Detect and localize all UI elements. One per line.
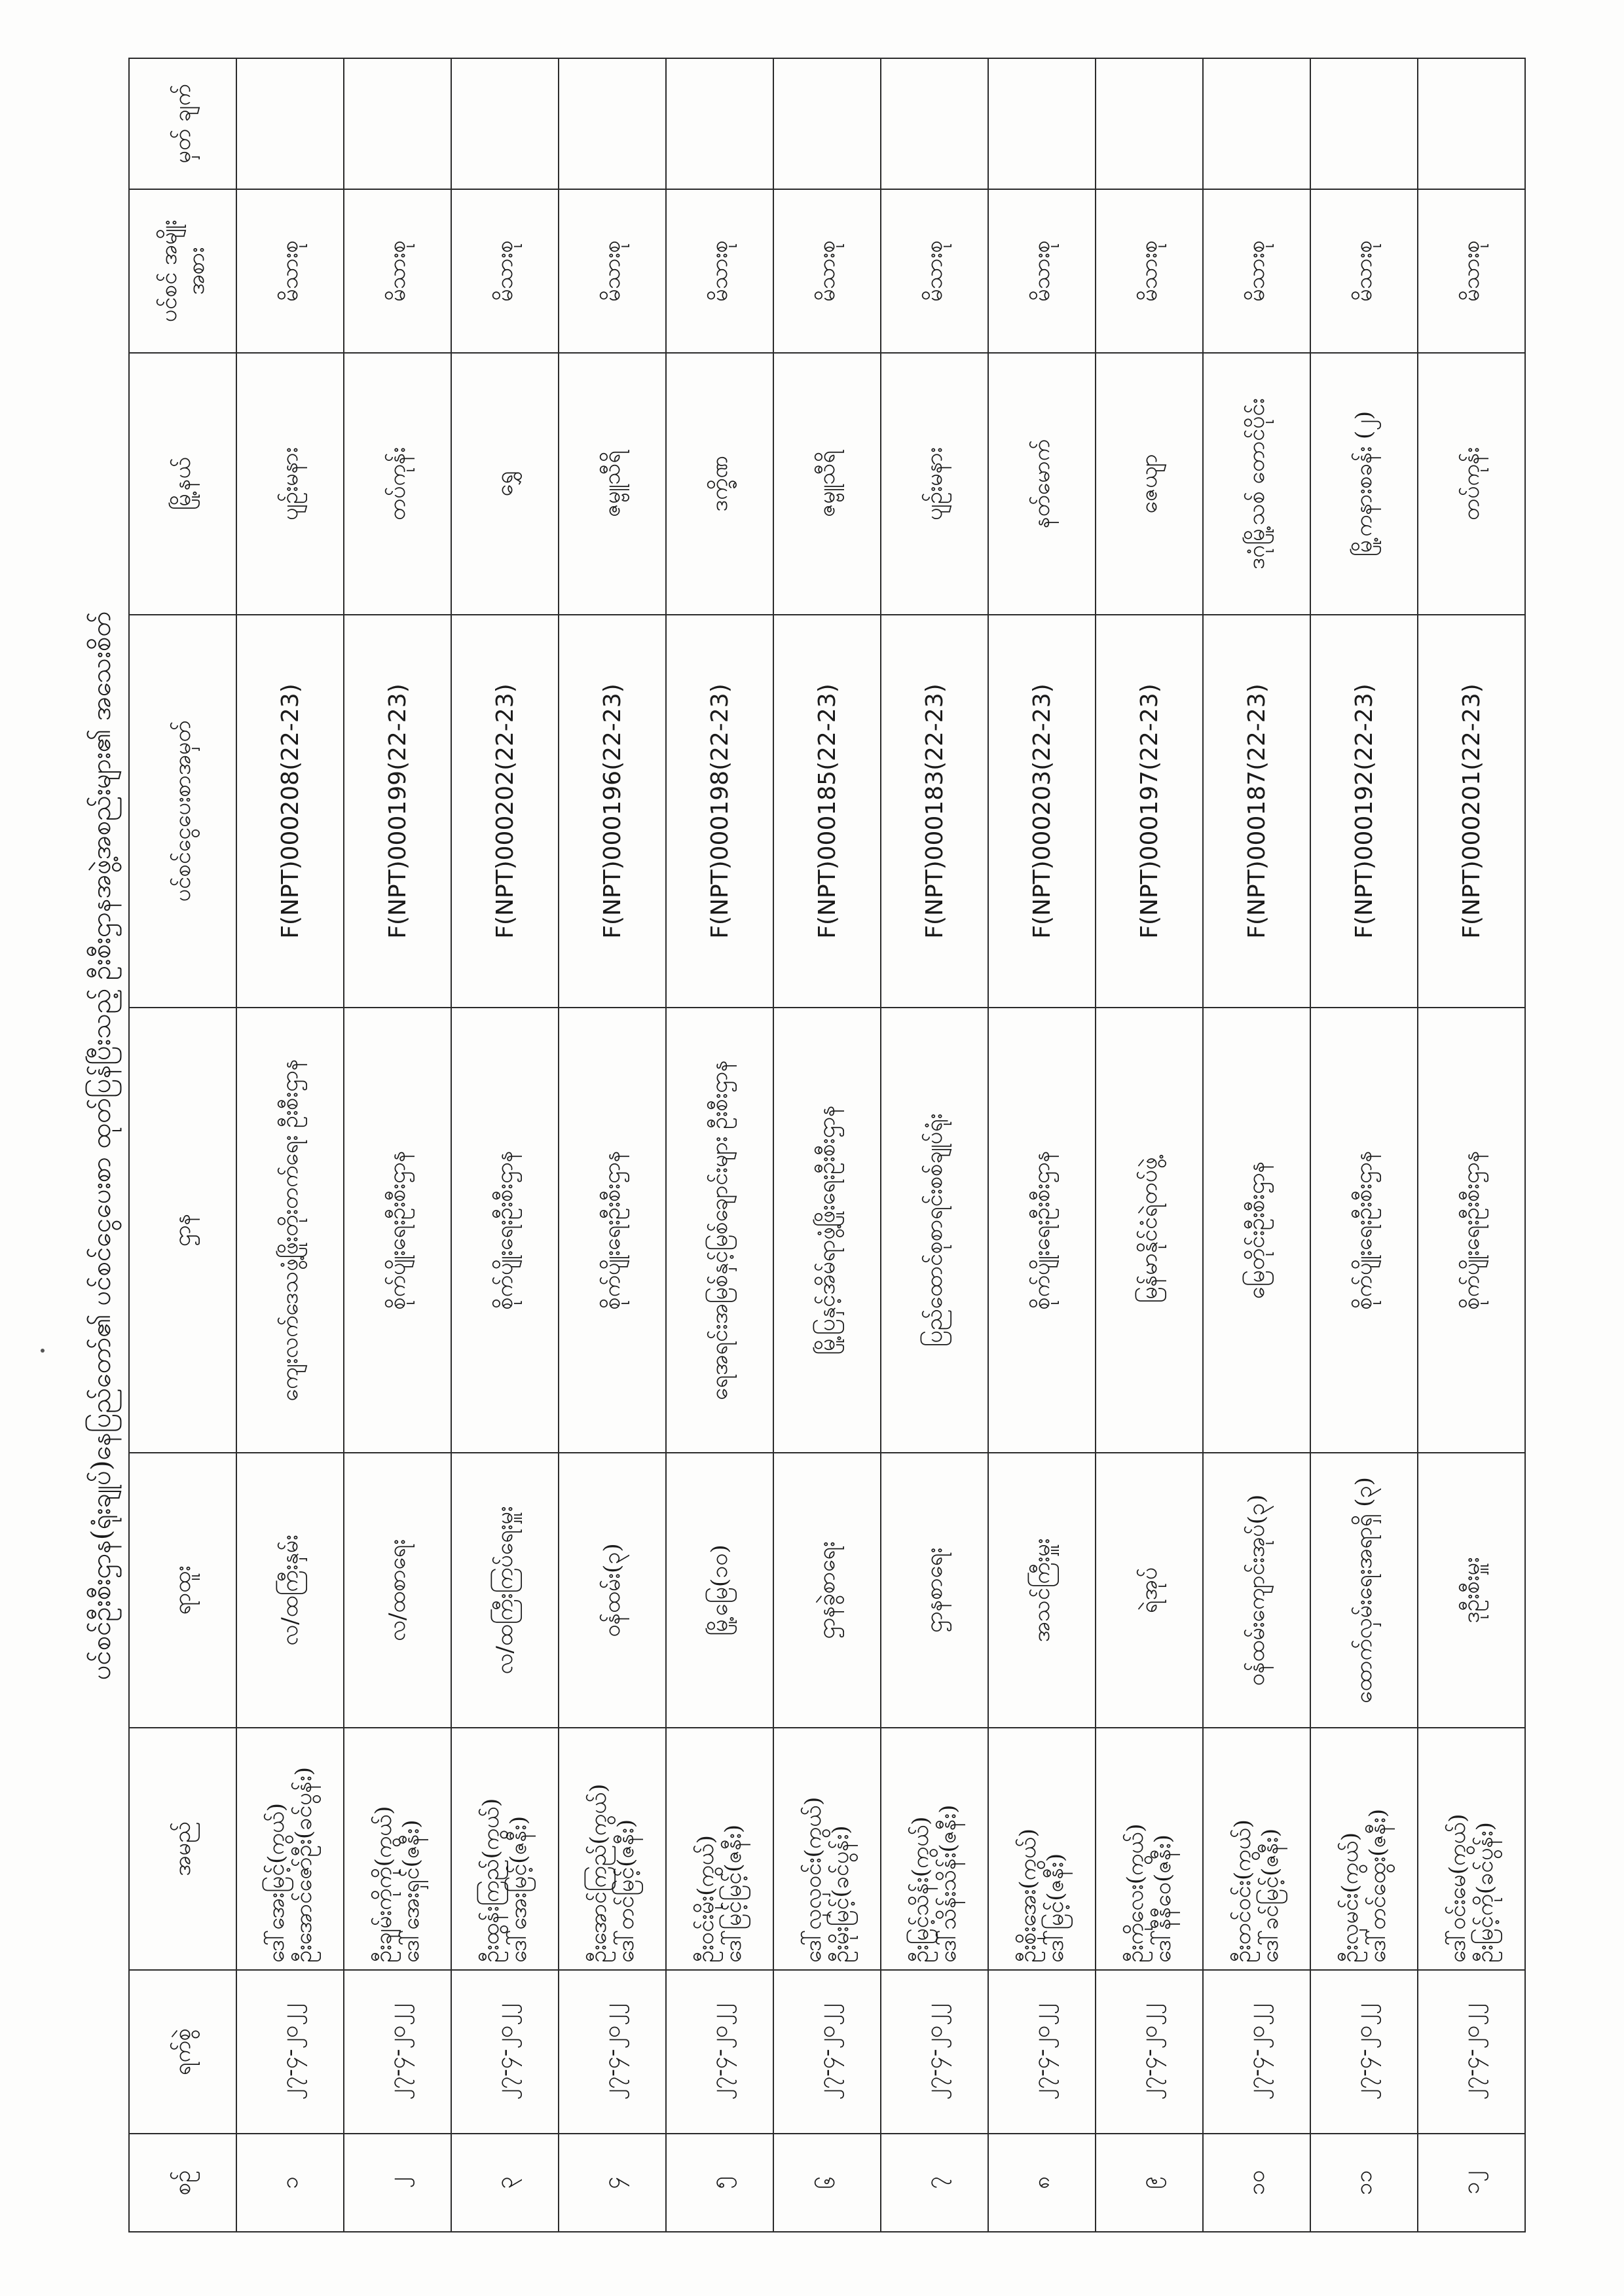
pension-type-cell: မိသားစု: [666, 189, 773, 353]
beneficiary-name: ဒေါ်မြင့်မြင့်(ဇနီး): [720, 1824, 747, 1963]
rank-cell: လ/ထကြီးကြပ်ရေးမှူး: [451, 1453, 559, 1728]
deceased-name: ဦးချမ်းကိုကို(ကွယ်): [370, 1806, 397, 1963]
dept-cell: စိုက်ပျိုးရေးဦးစီးဌာန: [559, 1008, 666, 1453]
table-row: [344, 58, 451, 2232]
beneficiary-name: ဒေါ်နီနီဝေ(ဇနီး): [1150, 1834, 1176, 1963]
pension-table: [128, 58, 1526, 2232]
table-row: [666, 58, 773, 2232]
beneficiary-name: ဒေါ်တင်ထွေး(ဇနီး): [1365, 1808, 1391, 1963]
pension-type-cell: မိသားစု: [773, 189, 881, 353]
remark-cell: [236, 58, 344, 189]
township-cell: ဒက္ခိဏ: [666, 353, 773, 615]
no-cell: ၂: [344, 2134, 451, 2232]
pension-no-cell: F(NPT)000185(22-23): [773, 615, 881, 1008]
township-cell: ဇမ္ဗူသီရိ: [559, 353, 666, 615]
no-cell: ၃: [451, 2134, 559, 2232]
header-rank: ရာထူး: [129, 1453, 236, 1728]
pension-no-cell: F(NPT)000196(22-23): [559, 615, 666, 1008]
header-row: [129, 58, 236, 2232]
beneficiary-name: ဒေါ်အေးမြင့်(ဇနီး): [506, 1815, 532, 1963]
rank-cell: မြို့မြေ(၁၀): [666, 1453, 773, 1728]
no-cell: ၁၀: [1203, 2134, 1310, 2232]
dept-cell: စိုက်ပျိုးရေးဦးစီးဌာန: [344, 1008, 451, 1453]
pension-type-cell: မိသားစု: [1418, 189, 1525, 353]
township-cell: ရွှေ: [451, 353, 559, 615]
no-cell: ၁၁: [1310, 2134, 1418, 2232]
pension-type-cell: မိသားစု: [1310, 189, 1418, 353]
no-cell: ၄: [559, 2134, 666, 2232]
deceased-name: ဒေါ်ဝင်းမေ(ကွယ်): [1444, 1813, 1471, 1963]
beneficiary-name: ဒေါ်အေးရှင်(ဇနီး): [398, 1819, 424, 1963]
township-cell: နတ်မောက်: [988, 353, 1096, 615]
beneficiary-name: ဦးအောင်ဇော်ဦး(ခင်ပွန်း): [291, 1767, 317, 1963]
dept-cell: စိုက်ပျိုးရေးဦးစီးဌာန: [988, 1008, 1096, 1453]
pension-type-cell: မိသားစု: [988, 189, 1096, 353]
date-cell: ၂၇-၄-၂၀၂၂: [881, 1970, 988, 2134]
remark-cell: [773, 58, 881, 189]
header-township: မြို့နယ်: [129, 353, 236, 615]
township-cell: တပ်ကုန်း: [1418, 353, 1525, 615]
dept-cell: မြန်မာနိုင်ငံရဲတပ်ဖွဲ့: [1096, 1008, 1203, 1453]
name-cell: [1310, 1728, 1418, 1970]
no-cell: ၈: [988, 2134, 1096, 2232]
deceased-name: ဦးမြင့်သိန်း(ကွယ်): [907, 1816, 934, 1963]
no-cell: ၁၂: [1418, 2134, 1525, 2232]
name-cell: [1418, 1728, 1525, 1970]
table-row: [1096, 58, 1203, 2232]
name-cell: [559, 1728, 666, 1970]
header-pension-no: ပင်စင်ငွေပေးစာအမှတ်: [129, 615, 236, 1008]
pension-no-cell: F(NPT)000187(22-23): [1203, 615, 1310, 1008]
table-row: [1418, 58, 1525, 2232]
date-cell: ၂၇-၄-၂၀၂၂: [666, 1970, 773, 2134]
deceased-name: ဦးကိုလေး(ကွယ်): [1122, 1823, 1149, 1963]
deceased-name: ဒေါ်လှလှဝင်း(ကွယ်): [800, 1796, 826, 1963]
name-cell: [236, 1728, 344, 1970]
dept-cell: စိုက်ပျိုးရေးဦးစီးဌာန: [1310, 1008, 1418, 1453]
township-cell: ပျဉ်းမနား: [236, 353, 344, 615]
beneficiary-name: ဒေါ်မြင့်(ဇနီး): [1043, 1853, 1069, 1963]
name-cell: [344, 1728, 451, 1970]
date-cell: ၂၇-၄-၂၀၂၂: [1096, 1970, 1203, 2134]
table-row: [1310, 58, 1418, 2232]
dept-cell: ရေအရင်းအမြစ်နှင့်မြစ်ချောင်းများ ဦးစီးဌာန: [666, 1008, 773, 1453]
rank-cell: ရဲအုပ်: [1096, 1453, 1203, 1728]
remark-cell: [1203, 58, 1310, 189]
rank-cell: ဌာနခွဲစာရေး: [773, 1453, 881, 1728]
date-cell: ၂၇-၄-၂၀၂၂: [559, 1970, 666, 2134]
table-row: [988, 58, 1096, 2232]
dept-cell: မြေတိုင်းဦးစီးဌာန: [1203, 1008, 1310, 1453]
dept-cell: စိုက်ပျိုးရေးဦးစီးဌာန: [451, 1008, 559, 1453]
pension-no-cell: F(NPT)000192(22-23): [1310, 615, 1418, 1008]
pension-no-cell: F(NPT)000208(22-23): [236, 615, 344, 1008]
township-cell: ဒဂုံမြို့သစ် တောင်ပိုင်း: [1203, 353, 1310, 615]
dept-cell: ပြည်ထောင်စုစာရင်းစစ်ချုပ်ရုံး: [881, 1008, 988, 1453]
rank-cell: ဌာနစာရေး: [881, 1453, 988, 1728]
remark-cell: [988, 58, 1096, 189]
remark-cell: [881, 58, 988, 189]
beneficiary-name: ဦးမိုးမြင့်(ခင်ပွန်း): [828, 1825, 854, 1963]
name-cell: [881, 1728, 988, 1970]
beneficiary-name: ဒေါ်သိန်းသိန်း(ဇနီး): [935, 1804, 961, 1963]
pension-no-cell: F(NPT)000183(22-23): [881, 615, 988, 1008]
pension-type-cell: မိသားစု: [451, 189, 559, 353]
remark-cell: [344, 58, 451, 189]
pension-type-cell: မိသားစု: [1096, 189, 1203, 353]
rank-cell: အသင်ကြီးမှူး: [988, 1453, 1096, 1728]
deceased-name: ဦးဝင်းမိုး(ကွယ်): [692, 1835, 719, 1963]
date-cell: ၂၇-၄-၂၀၂၂: [1203, 1970, 1310, 2134]
date-cell: ၂၇-၄-၂၀၂၂: [1310, 1970, 1418, 2134]
remark-cell: [666, 58, 773, 189]
beneficiary-name: ဦးမြင့်ကို(ခင်ပွန်း): [1472, 1822, 1498, 1963]
rotated-content: [79, 59, 1624, 2232]
remark-cell: [451, 58, 559, 189]
no-cell: ၇: [881, 2134, 988, 2232]
table-row: [236, 58, 344, 2232]
header-remark: မှတ် ချက်: [129, 58, 236, 189]
rank-cell: ထောက်လှမ်းရေးအရာရှိ (၃): [1310, 1453, 1418, 1728]
deceased-name: ဦးတင်ဝင်း(ကွယ်): [1229, 1819, 1256, 1963]
beneficiary-name: ဒေါ်တင်မြင့်(ဇနီး): [613, 1819, 639, 1963]
pension-no-cell: F(NPT)000202(22-23): [451, 615, 559, 1008]
pension-no-cell: F(NPT)000199(22-23): [344, 615, 451, 1008]
date-cell: ၂၇-၄-၂၀၂၂: [236, 1970, 344, 2134]
remark-cell: [1096, 58, 1203, 189]
date-cell: ၂၇-၄-၂၀၂၂: [773, 1970, 881, 2134]
township-cell: မြို့ကနားစခန်း (၂): [1310, 353, 1418, 615]
date-cell: ၂၇-၄-၂၀၂၂: [451, 1970, 559, 2134]
pension-type-cell: မိသားစု: [236, 189, 344, 353]
name-cell: [1096, 1728, 1203, 1970]
rank-cell: ဝန်ထမ်း(၃): [559, 1453, 666, 1728]
date-cell: ၂၇-၄-၂၀၂၂: [344, 1970, 451, 2134]
deceased-name: ဦးထွန်းကြည်(ကွယ်): [477, 1798, 504, 1963]
remark-cell: [1418, 58, 1525, 189]
remark-cell: [559, 58, 666, 189]
pension-type-cell: မိသားစု: [559, 189, 666, 353]
beneficiary-name: ဒေါ်ခင်မြင့်(ဇနီး): [1257, 1828, 1283, 1963]
pension-type-cell: မိသားစု: [344, 189, 451, 353]
pension-no-cell: F(NPT)000203(22-23): [988, 615, 1096, 1008]
header-no: စဉ်: [129, 2134, 236, 2232]
dept-cell: စိုက်ပျိုးရေးဦးစီးဌာန: [1418, 1008, 1525, 1453]
deceased-name: ဦးလှမင်း(ကွယ်): [1337, 1832, 1363, 1963]
name-cell: [773, 1728, 881, 1970]
deceased-name: ဦးစိုးအေး(ကွယ်): [1014, 1828, 1041, 1963]
no-cell: ၅: [666, 2134, 773, 2232]
rank-cell: ဝန်ထမ်းကျောင်းအုပ်(၃): [1203, 1453, 1310, 1728]
header-date: ရက်စွဲ: [129, 1970, 236, 2134]
pension-no-cell: F(NPT)000197(22-23): [1096, 615, 1203, 1008]
header-pension-type: ပင်စင် အမျိုးအစား: [129, 189, 236, 353]
rank-cell: လ/ထကြီးနှမ်း: [236, 1453, 344, 1728]
rank-cell: လ/ထစာရေး: [344, 1453, 451, 1728]
header-name: အမည်: [129, 1728, 236, 1970]
table-row: [559, 58, 666, 2232]
no-cell: ၉: [1096, 2134, 1203, 2232]
rank-cell: ဒုဦးစီးမှူး: [1418, 1453, 1525, 1728]
dept-cell: မြို့ပြနှင့်အိမ်ရာဖွံ့ဖြိုးရေးဦးစီးဌာန: [773, 1008, 881, 1453]
date-cell: ၂၇-၄-၂၀၂၂: [1418, 1970, 1525, 2134]
no-cell: ၆: [773, 2134, 881, 2232]
deceased-name: ဒေါ်အေးမြင့်(ကွယ်): [263, 1803, 289, 1963]
pension-type-cell: မိသားစု: [1203, 189, 1310, 353]
township-cell: တပ်ကုန်း: [344, 353, 451, 615]
deceased-name: ဦးအောင်ကြည်(ကွယ်): [585, 1783, 612, 1963]
name-cell: [451, 1728, 559, 1970]
dept-cell: ကျေးလက်ဒေသဖွံ့ဖြိုးတိုးတက်ရေး ဦးစီးဌာန: [236, 1008, 344, 1453]
pension-no-cell: F(NPT)000201(22-23): [1418, 615, 1525, 1008]
township-cell: ဇမ္ဗူသီရိ: [773, 353, 881, 615]
remark-cell: [1310, 58, 1418, 189]
pension-type-cell: မိသားစု: [881, 189, 988, 353]
table-row: [451, 58, 559, 2232]
pension-no-cell: F(NPT)000198(22-23): [666, 615, 773, 1008]
scan-speck: [41, 1349, 45, 1353]
name-cell: [1203, 1728, 1310, 1970]
table-row: [773, 58, 881, 2232]
table-row: [881, 58, 988, 2232]
township-cell: ဇေယျာ: [1096, 353, 1203, 615]
township-cell: ပျဉ်းမနား: [881, 353, 988, 615]
header-dept: ဌာန: [129, 1008, 236, 1453]
date-cell: ၂၇-၄-၂၀၂၂: [988, 1970, 1096, 2134]
table-row: [1203, 58, 1310, 2232]
name-cell: [988, 1728, 1096, 1970]
page-title: ပင်စင်ဦးစီးဌာန(ရုံးချုပ်)နေပြည်တော်၏ ပင်စင်ငွေပေးစာ ထုတ်ပြန်ပြီးသည့် ဦးစီးဌာနအဖွဲ့အစည်းများ၏ အသေးစိတ်: [86, 611, 117, 1681]
name-cell: [666, 1728, 773, 1970]
no-cell: ၁: [236, 2134, 344, 2232]
